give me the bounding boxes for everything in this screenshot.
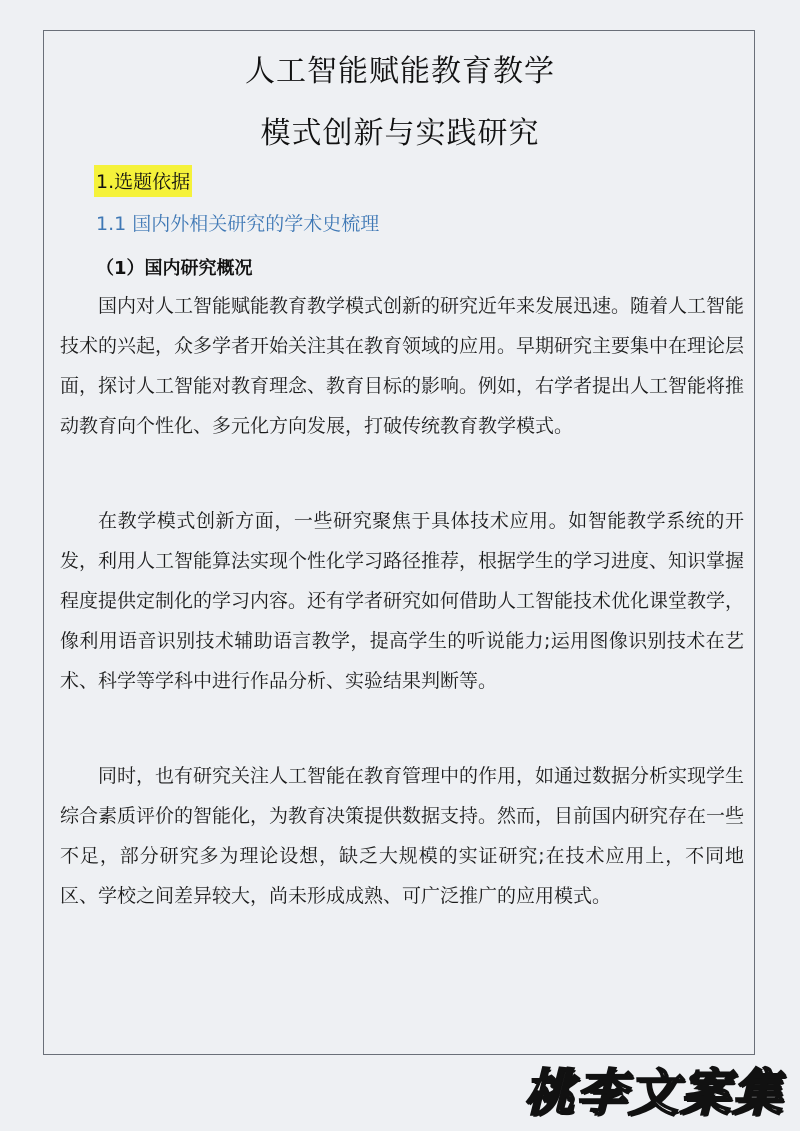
paragraph-1: 国内对人工智能赋能教育教学模式创新的研究近年来发展迅速。随着人工智能技术的兴起，众多学者开始关注其在教育领域的应用。早期研究主要集中在理论层面，探讨人工智能对教育理念、教育目标的影响。例如，右学者提出人工智能将推动教育向个性化、多元化方向发展，打破传统教育教学模式。 — [60, 295, 745, 437]
watermark-logo: 桃李文案集 — [524, 1064, 784, 1122]
section-heading-1: 1.选题依据 — [94, 165, 192, 197]
document-title-line-2: 模式创新与实践研究 — [260, 116, 540, 151]
document-title-line-1: 人工智能赋能教育教学 — [245, 54, 555, 89]
paragraph-2: 在教学模式创新方面，一些研究聚焦于具体技术应用。如智能教学系统的开发，利用人工智能算法实现个性化学习路径推荐，根据学生的学习进度、知识掌握程度提供定制化的学习内容。还有学者研究如何借助人工智能技术优化课堂教学，像利用语音识别技术辅助语言教学，提高学生的听说能力;运用图像识别技术在艺术、科学等学科中进行作品分析、实验结果判断等。 — [60, 510, 745, 692]
section-heading-1-1: 1.1 国内外相关研究的学术史梳理 — [96, 213, 380, 235]
subsection-heading: （1）国内研究概况 — [96, 258, 253, 279]
paragraph-3: 同时，也有研究关注人工智能在教育管理中的作用，如通过数据分析实现学生综合素质评价的智能化，为教育决策提供数据支持。然而，目前国内研究存在一些不足，部分研究多为理论设想，缺乏大规模的实证研究;在技术应用上，不同地区、学校之间差异较大，尚未形成成熟、可广泛推广的应用模式。 — [60, 765, 745, 907]
